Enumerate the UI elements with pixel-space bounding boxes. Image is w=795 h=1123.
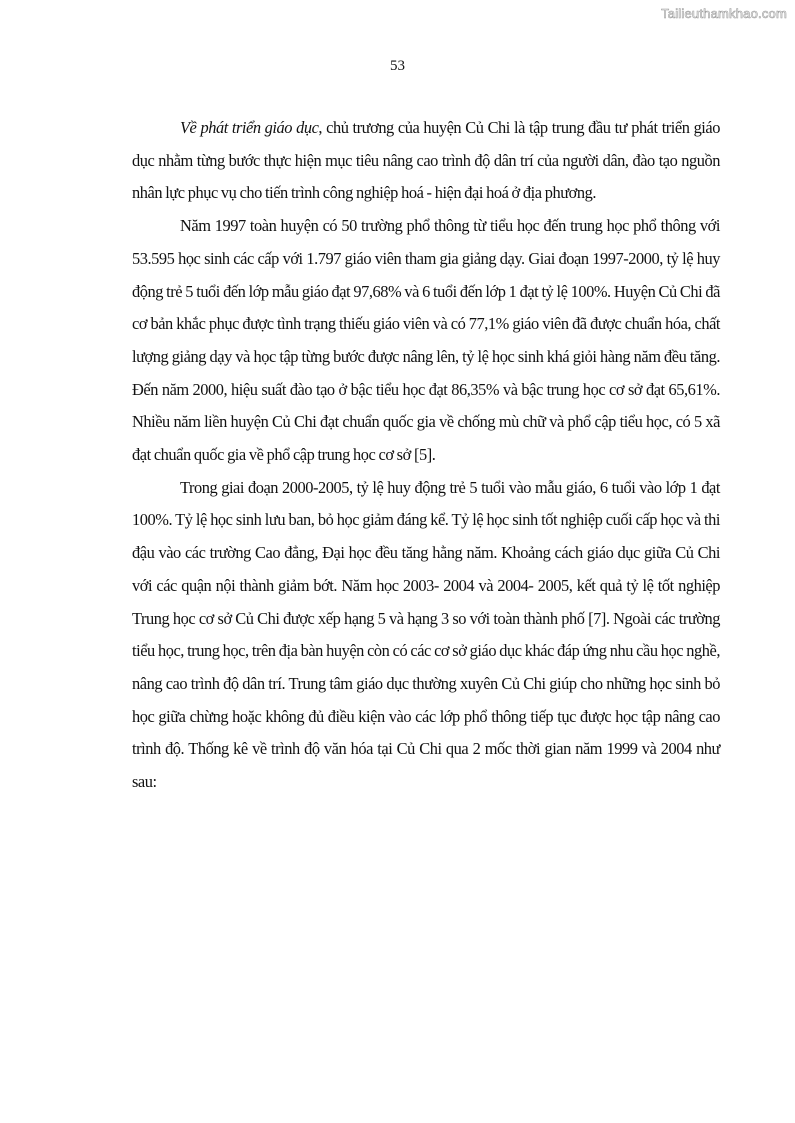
paragraph-text: Năm 1997 toàn huyện có 50 trường phổ thông từ tiểu học đến trung học phổ thông với 53.595 học sinh các cấp với 1.797 giáo viên tham gia giảng dạy. Giai đoạn 1997-2000, tỷ lệ huy động trẻ 5 tuổi đến lớp mẫu giáo đạt 97,68% và 6 tuổi đến lớp 1 đạt tỷ lệ 100%. Huyện Củ Chi đã cơ bản khắc phục được tình trạng thiếu giáo viên và có 77,1% giáo viên đã được chuẩn hóa, chất lượng giảng dạy và học tập từng bước được nâng lên, tỷ lệ học sinh khá giỏi hàng năm đều tăng. Đến năm 2000, hiệu suất đào tạo ở bậc tiểu học đạt 86,35% và bậc trung học cơ sở đạt 65,61%. Nhiều năm liền huyện Củ Chi đạt chuẩn quốc gia về chống mù chữ và phổ cập tiểu học, có 5 xã đạt chuẩn quốc gia về phổ cập trung học cơ sở [5]. bbox=[132, 216, 720, 465]
paragraph-2000-2005-results bbox=[132, 472, 720, 799]
watermark-text: Tailieuthamkhao.com bbox=[661, 6, 787, 21]
document-body bbox=[132, 112, 720, 799]
paragraph-text: Trong giai đoạn 2000-2005, tỷ lệ huy động trẻ 5 tuổi vào mẫu giáo, 6 tuổi vào lớp 1 đạt 100%. Tỷ lệ học sinh lưu ban, bỏ học giảm đáng kể. Tỷ lệ học sinh tốt nghiệp cuối cấp học và thi đậu vào các trường Cao đẳng, Đại học đều tăng hằng năm. Khoảng cách giáo dục giữa Củ Chi với các quận nội thành giảm bớt. Năm học 2003- 2004 và 2004- 2005, kết quả tỷ lệ tốt nghiệp Trung học cơ sở Củ Chi được xếp hạng 5 và hạng 3 so với toàn thành phố [7]. Ngoài các trường tiểu học, trung học, trên địa bàn huyện còn có các cơ sở giáo dục khác đáp ứng nhu cầu học nghề, nâng cao trình độ dân trí. Trung tâm giáo dục thường xuyên Củ Chi giúp cho những học sinh bỏ học giữa chừng hoặc không đủ điều kiện vào các lớp phổ thông tiếp tục được học tập nâng cao trình độ. Thống kê về trình độ văn hóa tại Củ Chi qua 2 mốc thời gian năm 1999 và 2004 như sau: bbox=[132, 477, 720, 792]
page-number: 53 bbox=[390, 58, 405, 74]
paragraph-text: , chủ trương của huyện Củ Chi là tập trung đầu tư phát triển giáo dục nhằm từng bước thực hiện mục tiêu nâng cao trình độ dân trí của người dân, đào tạo nguồn nhân lực phục vụ cho tiến trình công nghiệp hoá - hiện đại hoá ở địa phương. bbox=[132, 118, 720, 203]
paragraph-1997-statistics bbox=[132, 210, 720, 472]
paragraph-education-policy bbox=[132, 112, 720, 210]
paragraph-lead-italic: Về phát triển giáo dục bbox=[180, 118, 319, 137]
